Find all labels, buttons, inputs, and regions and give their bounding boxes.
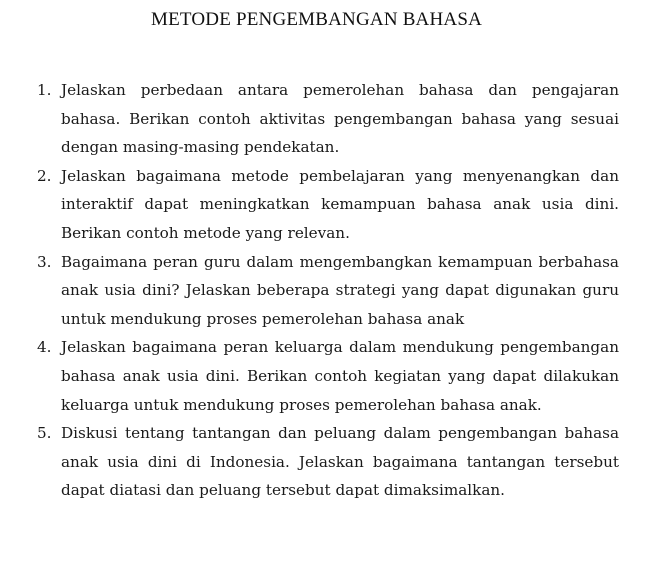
- question-list: [0, 76, 667, 505]
- question-number: 4.: [37, 338, 52, 357]
- question-text: Jelaskan perbedaan antara pemerolehan bahasa dan pengajaran bahasa. Berikan contoh aktivitas pengembangan bahasa yang sesuai dengan masing-masing pendekatan.: [61, 81, 619, 157]
- question-number: 5.: [37, 424, 52, 443]
- question-item: [0, 419, 619, 505]
- question-number: 2.: [37, 166, 52, 185]
- question-text: Jelaskan bagaimana metode pembelajaran yang menyenangkan dan interaktif dapat meningkatkan kemampuan bahasa anak usia dini. Berikan contoh metode yang relevan.: [61, 166, 619, 242]
- question-text: Jelaskan bagaimana peran keluarga dalam mendukung pengembangan bahasa anak usia dini. Berikan contoh kegiatan yang dapat dilakukan keluarga untuk mendukung proses pemerolehan bahasa anak.: [61, 338, 619, 414]
- document-title: METODE PENGEMBANGAN BAHASA: [150, 9, 483, 30]
- question-item: [0, 76, 619, 162]
- question-number: 3.: [37, 252, 52, 271]
- question-text: Diskusi tentang tantangan dan peluang dalam pengembangan bahasa anak usia dini di Indonesia. Jelaskan bagaimana tantangan tersebut dapat diatasi dan peluang tersebut dapat dimaksimalkan.: [61, 424, 619, 500]
- question-text: Bagaimana peran guru dalam mengembangkan kemampuan berbahasa anak usia dini? Jelaskan beberapa strategi yang dapat digunakan guru untuk mendukung proses pemerolehan bahasa anak: [61, 252, 619, 328]
- question-item: [0, 162, 619, 248]
- question-number: 1.: [37, 81, 52, 99]
- question-item: [0, 248, 619, 334]
- question-item: [0, 333, 619, 419]
